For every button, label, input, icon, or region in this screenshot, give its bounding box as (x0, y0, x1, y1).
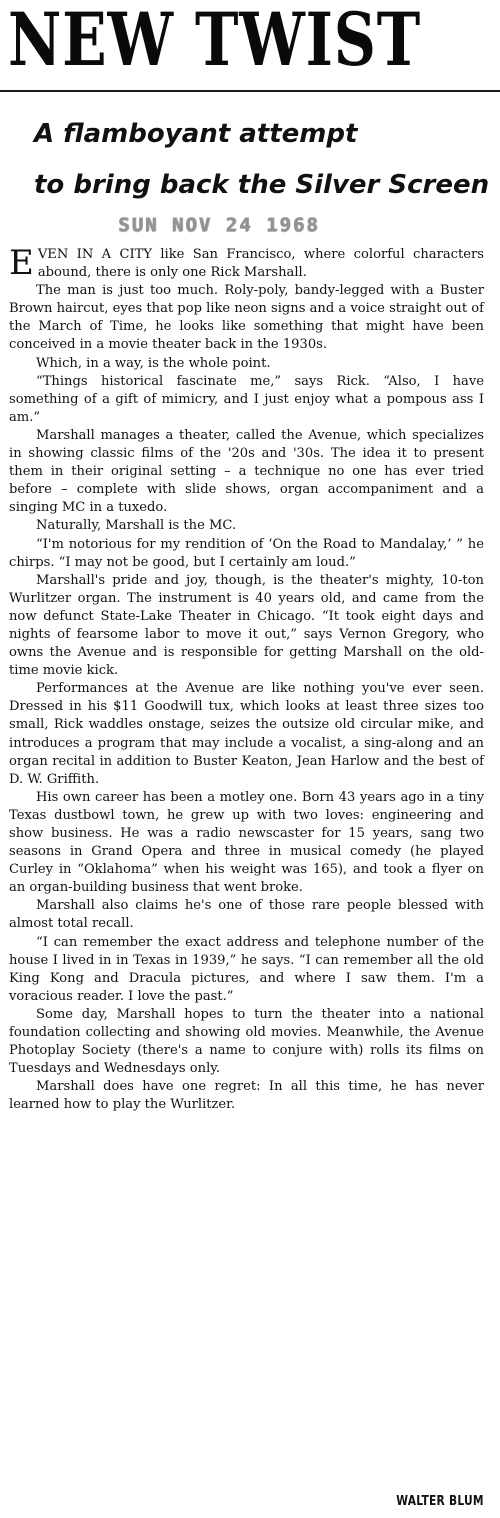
headline-rule (0, 90, 500, 92)
paragraph-13: Some day, Marshall hopes to turn the theater into a national foundation collecting and showing old movies. Meanwhile, the Avenue Photoplay Society (there's a name to conjure with) rolls its films on Tuesdays and Wednesdays only. (9, 1006, 484, 1077)
article-body (9, 243, 485, 1115)
deck-line-2: to bring back the Silver Screen (34, 170, 490, 200)
paragraph-3: Which, in a way, is the whole point. (36, 355, 271, 371)
headline: NEW TWIST (8, 0, 422, 83)
paragraph-6: Naturally, Marshall is the MC. (36, 518, 237, 534)
paragraph-1-text: VEN IN A CITY like San Francisco, where colorful characters abound, there is only one Rick Marshall. (37, 247, 484, 281)
paragraph-2: The man is just too much. Roly-poly, bandy-legged with a Buster Brown haircut, eyes that pop like neon signs and a voice straight out of the March of Time, he looks like something that might have been conceived in a movie theater back in the 1930s. (9, 283, 485, 353)
drop-cap: E (9, 243, 34, 283)
paragraph-8: Marshall's pride and joy, though, is the theater's mighty, 10-ton Wurlitzer organ. The instrument is 40 years old, and came from the now defunct State-Lake Theater in Chicago. “It took eight days and nights of fearsome labor to move it out,” says Vernon Gregory, who owns the Avenue and is responsible for getting Marshall on the old-time movie kick. (9, 572, 484, 679)
paragraph-10: His own career has been a motley one. Born 43 years ago in a tiny Texas dustbowl town, he grew up with two loves: engineering and show business. He was a radio newscaster for 15 years, sang two seasons in Grand Opera and three in musical comedy (he played Curley in “Oklahoma” when his weight was 165), and took a flyer on an organ-building business that went broke. (9, 789, 484, 896)
byline: WALTER BLUM (396, 1494, 484, 1509)
deck-line-1: A flamboyant attempt (34, 119, 358, 149)
paragraph-9: Performances at the Avenue are like nothing you've ever seen. Dressed in his $11 Goodwill tux, which looks at least three sizes too small, Rick waddles onstage, seizes the outsize old circular mike, and introduces a program that may include a vocalist, a sing-along and an organ recital in addition to Buster Keaton, Jean Harlow and the best of D. W. Griffith. (9, 681, 484, 787)
paragraph-4: “Things historical fascinate me,” says Rick. “Also, I have something of a gift of mimicry, and I just enjoy what a pompous ass I am.” (9, 373, 484, 425)
paragraph-1 (9, 243, 484, 283)
paragraph-7: “I'm notorious for my rendition of ‘On the Road to Mandalay,’ ” he chirps. “I may not be good, but I certainly am loud.” (9, 536, 484, 570)
paragraph-12: “I can remember the exact address and telephone number of the house I lived in in Texas in 1939,” he says. “I can remember all the old King Kong and Dracula pictures, and where I saw them. I'm a voracious reader. I love the past.” (9, 934, 484, 1004)
paragraph-5: Marshall manages a theater, called the Avenue, which specializes in showing classic films of the '20s and '30s. The idea it to present them in their original setting – a technique no one has ever tried before – complete with slide shows, organ accompaniment and a singing MC in a tuxedo. (9, 427, 484, 516)
date-stamp: SUN NOV 24 1968 (118, 214, 320, 236)
paragraph-11: Marshall also claims he's one of those rare people blessed with almost total recall. (9, 898, 484, 932)
paragraph-14: Marshall does have one regret: In all this time, he has never learned how to play the Wurlitzer. (9, 1079, 484, 1113)
